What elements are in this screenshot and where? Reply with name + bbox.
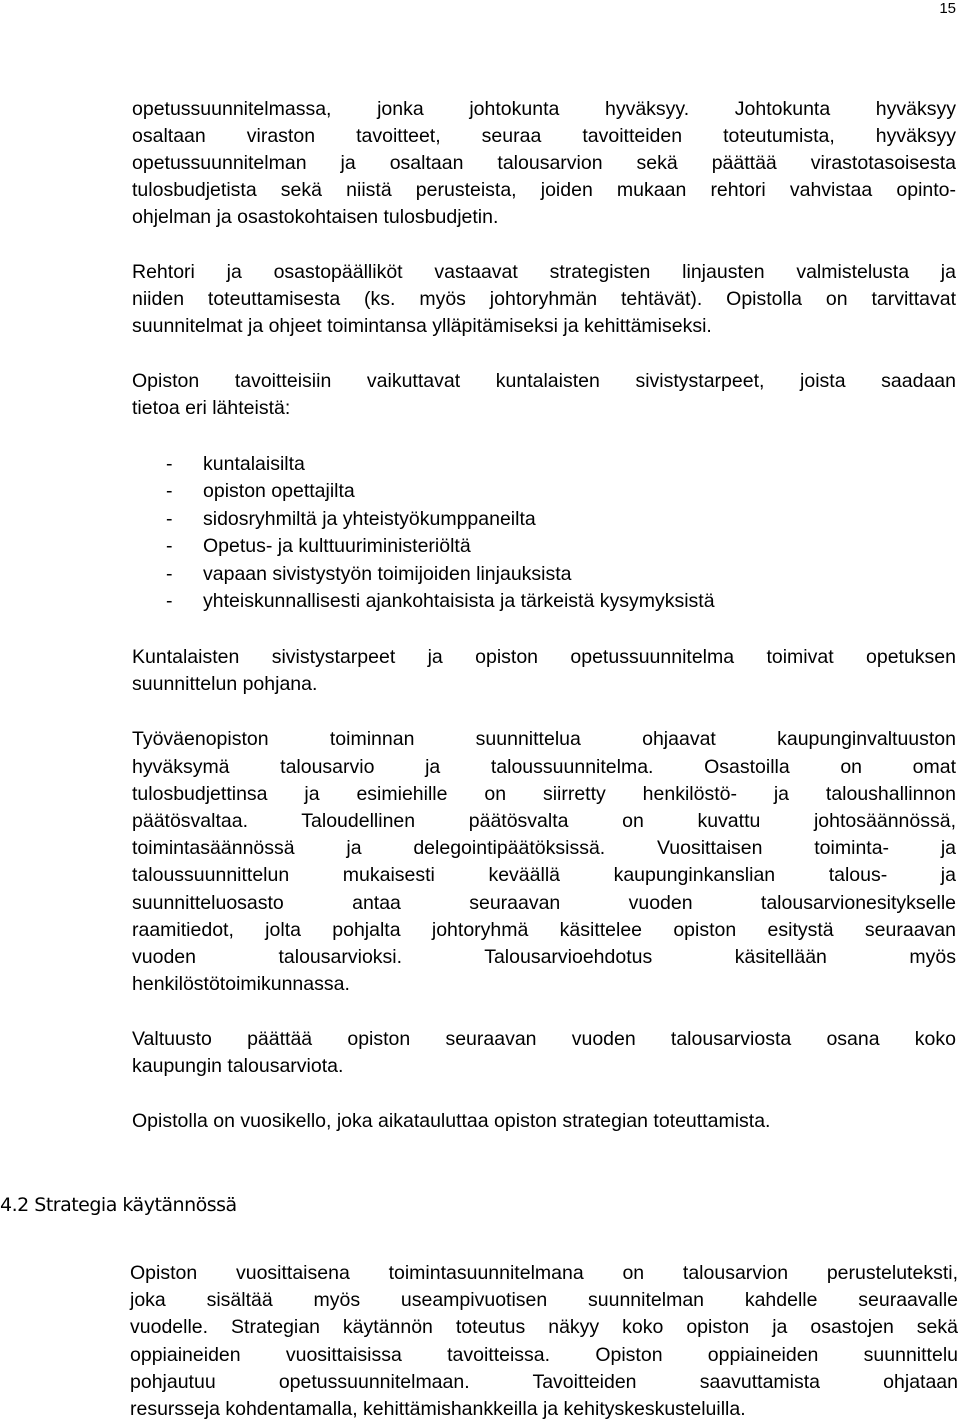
text-line: tulosbudjettinsa ja esimiehille on siirretty henkilöstö- ja taloushallinnon xyxy=(132,783,956,805)
list-item-text: sidosryhmiltä ja yhteistyökumppaneilta xyxy=(203,508,536,530)
text-line: kaupungin talousarviota. xyxy=(132,1055,344,1077)
bullet-marker: - xyxy=(166,535,173,557)
bullet-marker: - xyxy=(166,563,173,585)
text-line: suunnitteluosasto antaa seuraavan vuoden talousarvionesitykselle xyxy=(132,892,956,914)
list-item-text: yhteiskunnallisesti ajankohtaisista ja tärkeistä kysymyksistä xyxy=(203,590,715,612)
text-line: niiden toteuttamisesta (ks. myös johtoryhmän tehtävät). Opistolla on tarvittavat xyxy=(132,288,956,310)
text-line: opetussuunnitelman ja osaltaan talousarvion sekä päättää virastotasoisesta xyxy=(132,152,956,174)
text-line: suunnittelun pohjana. xyxy=(132,673,318,695)
text-line: ohjelman ja osastokohtaisen tulosbudjetin. xyxy=(132,206,499,228)
text-line: Opistolla on vuosikello, joka aikatauluttaa opiston strategian toteuttamista. xyxy=(132,1110,771,1132)
text-line: Työväenopiston toiminnan suunnittelua ohjaavat kaupunginvaltuuston xyxy=(132,728,956,750)
text-line: oppiaineiden vuosittaisissa tavoitteissa. Opiston oppiaineiden suunnittelu xyxy=(130,1344,958,1366)
section-heading: 4.2 Strategia käytännössä xyxy=(0,1194,237,1216)
text-line: hyväksymä talousarvio ja taloussuunnitelma. Osastoilla on omat xyxy=(132,756,956,778)
list-item-text: vapaan sivistystyön toimijoiden linjauksista xyxy=(203,563,572,585)
text-line: Opiston vuosittaisena toimintasuunnitelmana on talousarvion perusteluteksti, xyxy=(130,1262,958,1284)
text-line: opetussuunnitelmassa, jonka johtokunta hyväksyy. Johtokunta hyväksyy xyxy=(132,98,956,120)
text-line: raamitiedot, jolta pohjalta johtoryhmä käsittelee opiston esitystä seuraavan xyxy=(132,919,956,941)
text-line: Valtuusto päättää opiston seuraavan vuoden talousarviosta osana koko xyxy=(132,1028,956,1050)
text-line: suunnitelmat ja ohjeet toimintansa ylläpitämiseksi ja kehittämiseksi. xyxy=(132,315,712,337)
text-line: Opiston tavoitteisiin vaikuttavat kuntalaisten sivistystarpeet, joista saadaan xyxy=(132,370,956,392)
bullet-marker: - xyxy=(166,508,173,530)
text-line: Rehtori ja osastopäälliköt vastaavat strategisten linjausten valmistelusta ja xyxy=(132,261,956,283)
page-number: 15 xyxy=(939,0,956,17)
text-line: osaltaan viraston tavoitteet, seuraa tavoitteiden toteutumista, hyväksyy xyxy=(132,125,956,147)
bullet-marker: - xyxy=(166,590,173,612)
text-line: päätösvaltaa. Taloudellinen päätösvalta on kuvattu johtosäännössä, xyxy=(132,810,956,832)
text-line: vuodelle. Strategian käytännön toteutus näkyy koko opiston ja osastojen sekä xyxy=(130,1316,958,1338)
text-line: tulosbudjetista sekä niistä perusteista, joiden mukaan rehtori vahvistaa opinto- xyxy=(132,179,956,201)
list-item-text: Opetus- ja kulttuuriministeriöltä xyxy=(203,535,471,557)
bullet-marker: - xyxy=(166,453,173,475)
list-item-text: kuntalaisilta xyxy=(203,453,305,475)
text-line: resursseja kohdentamalla, kehittämishankkeilla ja kehityskeskusteluilla. xyxy=(130,1398,746,1420)
text-line: taloussuunnittelun mukaisesti keväällä kaupunginkanslian talous- ja xyxy=(132,864,956,886)
text-line: henkilöstötoimikunnassa. xyxy=(132,973,350,995)
text-line: pohjautuu opetussuunnitelmaan. Tavoitteiden saavuttamista ohjataan xyxy=(130,1371,958,1393)
text-line: tietoa eri lähteistä: xyxy=(132,397,291,419)
text-line: joka sisältää myös useampivuotisen suunnitelman kahdelle seuraavalle xyxy=(130,1289,958,1311)
bullet-marker: - xyxy=(166,480,173,502)
text-line: vuoden talousarvioksi. Talousarvioehdotus käsitellään myös xyxy=(132,946,956,968)
list-item-text: opiston opettajilta xyxy=(203,480,355,502)
text-line: Kuntalaisten sivistystarpeet ja opiston opetussuunnitelma toimivat opetuksen xyxy=(132,646,956,668)
text-line: toimintasäännössä ja delegointipäätöksissä. Vuosittaisen toiminta- ja xyxy=(132,837,956,859)
